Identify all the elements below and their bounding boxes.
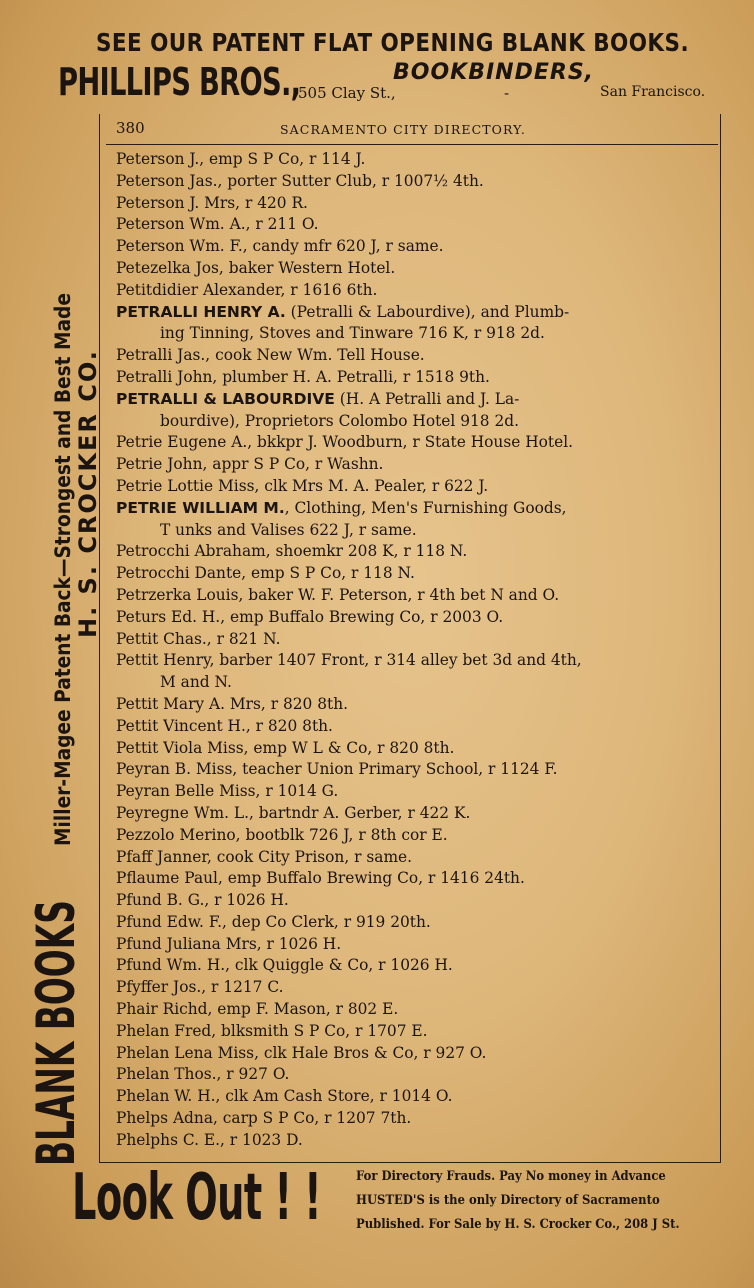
- entry-bold-name: PETRIE WILLIAM M.: [116, 498, 285, 517]
- entry-text: Pettit Henry, barber 1407 Front, r 314 alley bet 3d and 4th,: [116, 651, 582, 670]
- entry-text: Pflaume Paul, emp Buffalo Brewing Co, r 1416 24th.: [116, 869, 525, 888]
- entry-bold-name: PETRALLI & LABOURDIVE: [116, 389, 335, 408]
- directory-entry: [116, 1108, 712, 1130]
- directory-entry: [116, 912, 712, 934]
- side-ad-company: H. S. CROCKER CO.: [74, 349, 102, 638]
- entry-bold-name: PETRALLI HENRY A.: [116, 302, 286, 321]
- directory-entry: [116, 302, 712, 324]
- entry-text: Pettit Chas., r 821 N.: [116, 629, 281, 648]
- directory-entry: [116, 781, 712, 803]
- directory-entry: [116, 476, 712, 498]
- entry-text: Peturs Ed. H., emp Buffalo Brewing Co, r 2003 O.: [116, 607, 504, 626]
- entry-text: Peterson Wm. A., r 211 O.: [116, 215, 319, 234]
- entry-text: Phelphs C. E., r 1023 D.: [116, 1130, 303, 1149]
- entry-text: ing Tinning, Stoves and Tinware 716 K, r 918 2d.: [160, 324, 545, 343]
- entry-text: Pettit Viola Miss, emp W L & Co, r 820 8th.: [116, 738, 455, 757]
- directory-entry: [116, 498, 712, 520]
- directory-entry: [116, 520, 712, 542]
- side-ad: [26, 72, 102, 1172]
- entry-text: Petrzerka Louis, baker W. F. Peterson, r 4th bet N and O.: [116, 585, 560, 604]
- directory-entry: [116, 432, 712, 454]
- side-ad-big: BLANK BOOKS: [26, 900, 87, 1166]
- directory-entry: [116, 607, 712, 629]
- directory-entry: [116, 738, 712, 760]
- directory-entry: [116, 367, 712, 389]
- directory-entry: [116, 999, 712, 1021]
- directory-entry: [116, 171, 712, 193]
- directory-entry: [116, 672, 712, 694]
- directory-entry: [116, 629, 712, 651]
- entry-text: Pfund Wm. H., clk Quiggle & Co, r 1026 H.: [116, 956, 453, 975]
- directory-entry: [116, 955, 712, 977]
- entry-text: M and N.: [160, 673, 232, 692]
- bottom-ad-big: Look Out ! !: [72, 1161, 322, 1235]
- entry-text: Petrie John, appr S P Co, r Washn.: [116, 455, 384, 474]
- directory-entry: [116, 759, 712, 781]
- entry-text: Pfund Edw. F., dep Co Clerk, r 919 20th.: [116, 912, 431, 931]
- running-title: SACRAMENTO CITY DIRECTORY.: [280, 122, 526, 137]
- top-ad-company: PHILLIPS BROS.,: [58, 60, 301, 104]
- entry-text: Petrie Eugene A., bkkpr J. Woodburn, r State House Hotel.: [116, 433, 574, 452]
- entry-text: Phelan Lena Miss, clk Hale Bros & Co, r 927 O.: [116, 1043, 487, 1062]
- entry-text: Pezzolo Merino, bootblk 726 J, r 8th cor E.: [116, 825, 448, 844]
- entry-text: T unks and Valises 622 J, r same.: [160, 520, 417, 539]
- entry-text: Pettit Vincent H., r 820 8th.: [116, 716, 333, 735]
- directory-entry: [116, 716, 712, 738]
- directory-entry: [116, 825, 712, 847]
- entry-text: , Clothing, Men's Furnishing Goods,: [284, 498, 567, 517]
- bottom-ad-line: HUSTED'S is the only Directory of Sacramento: [356, 1192, 660, 1207]
- directory-entry: [116, 847, 712, 869]
- top-ad-address: 505 Clay St.,: [298, 84, 396, 102]
- directory-entry: [116, 694, 712, 716]
- directory-entry: [116, 585, 712, 607]
- side-ad-slogan: Miller-Magee Patent Back—Strongest and Best Made: [51, 293, 75, 846]
- directory-entry: [116, 193, 712, 215]
- directory-entry: [116, 411, 712, 433]
- entry-text: Phelan Fred, blksmith S P Co, r 1707 E.: [116, 1021, 428, 1040]
- directory-entry: [116, 345, 712, 367]
- directory-entry: [116, 236, 712, 258]
- directory-entry: [116, 541, 712, 563]
- entry-text: Pettit Mary A. Mrs, r 820 8th.: [116, 694, 349, 713]
- directory-entry: [116, 868, 712, 890]
- entry-text: (Petralli & Labourdive), and Plumb-: [285, 302, 570, 321]
- top-ad-city: San Francisco.: [600, 84, 706, 100]
- directory-entry: [116, 1086, 712, 1108]
- directory-entry: [116, 214, 712, 236]
- entry-text: Petrocchi Dante, emp S P Co, r 118 N.: [116, 564, 415, 583]
- entry-text: Peyregne Wm. L., bartndr A. Gerber, r 422 K.: [116, 803, 471, 822]
- entry-text: Peterson J., emp S P Co, r 114 J.: [116, 150, 366, 168]
- directory-entry: [116, 934, 712, 956]
- entry-text: (H. A Petralli and J. La-: [334, 389, 520, 408]
- directory-entry: [116, 977, 712, 999]
- top-ad-headline: SEE OUR PATENT FLAT OPENING BLANK BOOKS.: [96, 28, 690, 57]
- entry-text: Peyran B. Miss, teacher Union Primary School, r 1124 F.: [116, 760, 558, 779]
- directory-entry: [116, 280, 712, 302]
- entry-text: Peterson J. Mrs, r 420 R.: [116, 193, 308, 212]
- entry-text: Peterson Jas., porter Sutter Club, r 1007½ 4th.: [116, 171, 484, 190]
- directory-entry: [116, 149, 712, 171]
- header-rule: [106, 144, 718, 145]
- entry-text: bourdive), Proprietors Colombo Hotel 918 2d.: [160, 411, 520, 430]
- entry-text: Petralli John, plumber H. A. Petralli, r 1518 9th.: [116, 367, 490, 386]
- entry-text: Peterson Wm. F., candy mfr 620 J, r same.: [116, 237, 444, 256]
- directory-entry: [116, 1130, 712, 1152]
- entry-text: Phelan Thos., r 927 O.: [116, 1065, 290, 1084]
- entry-text: Pfund B. G., r 1026 H.: [116, 891, 289, 910]
- entry-text: Petitdidier Alexander, r 1616 6th.: [116, 280, 378, 299]
- directory-entry: [116, 389, 712, 411]
- entry-text: Phair Richd, emp F. Mason, r 802 E.: [116, 1000, 399, 1019]
- entry-text: Peyran Belle Miss, r 1014 G.: [116, 782, 339, 801]
- entry-text: Pfaff Janner, cook City Prison, r same.: [116, 847, 413, 866]
- entry-text: Phelan W. H., clk Am Cash Store, r 1014 O.: [116, 1087, 453, 1106]
- page-number: 380: [116, 119, 145, 137]
- directory-entry: [116, 650, 712, 672]
- entry-text: Phelps Adna, carp S P Co, r 1207 7th.: [116, 1109, 412, 1128]
- bottom-ad-line: Published. For Sale by H. S. Crocker Co., 208 J St.: [356, 1216, 680, 1231]
- entry-text: Pfund Juliana Mrs, r 1026 H.: [116, 934, 342, 953]
- directory-entry: [116, 454, 712, 476]
- top-ad-separator: -: [504, 84, 510, 102]
- entry-text: Petezelka Jos, baker Western Hotel.: [116, 258, 396, 277]
- directory-entry: [116, 803, 712, 825]
- entry-text: Petrocchi Abraham, shoemkr 208 K, r 118 N.: [116, 542, 468, 561]
- entry-text: Petralli Jas., cook New Wm. Tell House.: [116, 346, 425, 365]
- directory-entry: [116, 1064, 712, 1086]
- directory-entry: [116, 890, 712, 912]
- entry-text: Petrie Lottie Miss, clk Mrs M. A. Pealer, r 622 J.: [116, 476, 489, 495]
- entry-text: Pfyffer Jos., r 1217 C.: [116, 978, 284, 997]
- directory-entry: [116, 258, 712, 280]
- bottom-ad-line: For Directory Frauds. Pay No money in Advance: [356, 1168, 666, 1183]
- directory-entries: [116, 149, 712, 1152]
- directory-entry: [116, 563, 712, 585]
- directory-entry: [116, 1043, 712, 1065]
- directory-entry: [116, 323, 712, 345]
- directory-entry: [116, 1021, 712, 1043]
- bottom-ad-notes: [356, 1164, 748, 1236]
- top-ad-trade: BOOKBINDERS,: [393, 60, 595, 85]
